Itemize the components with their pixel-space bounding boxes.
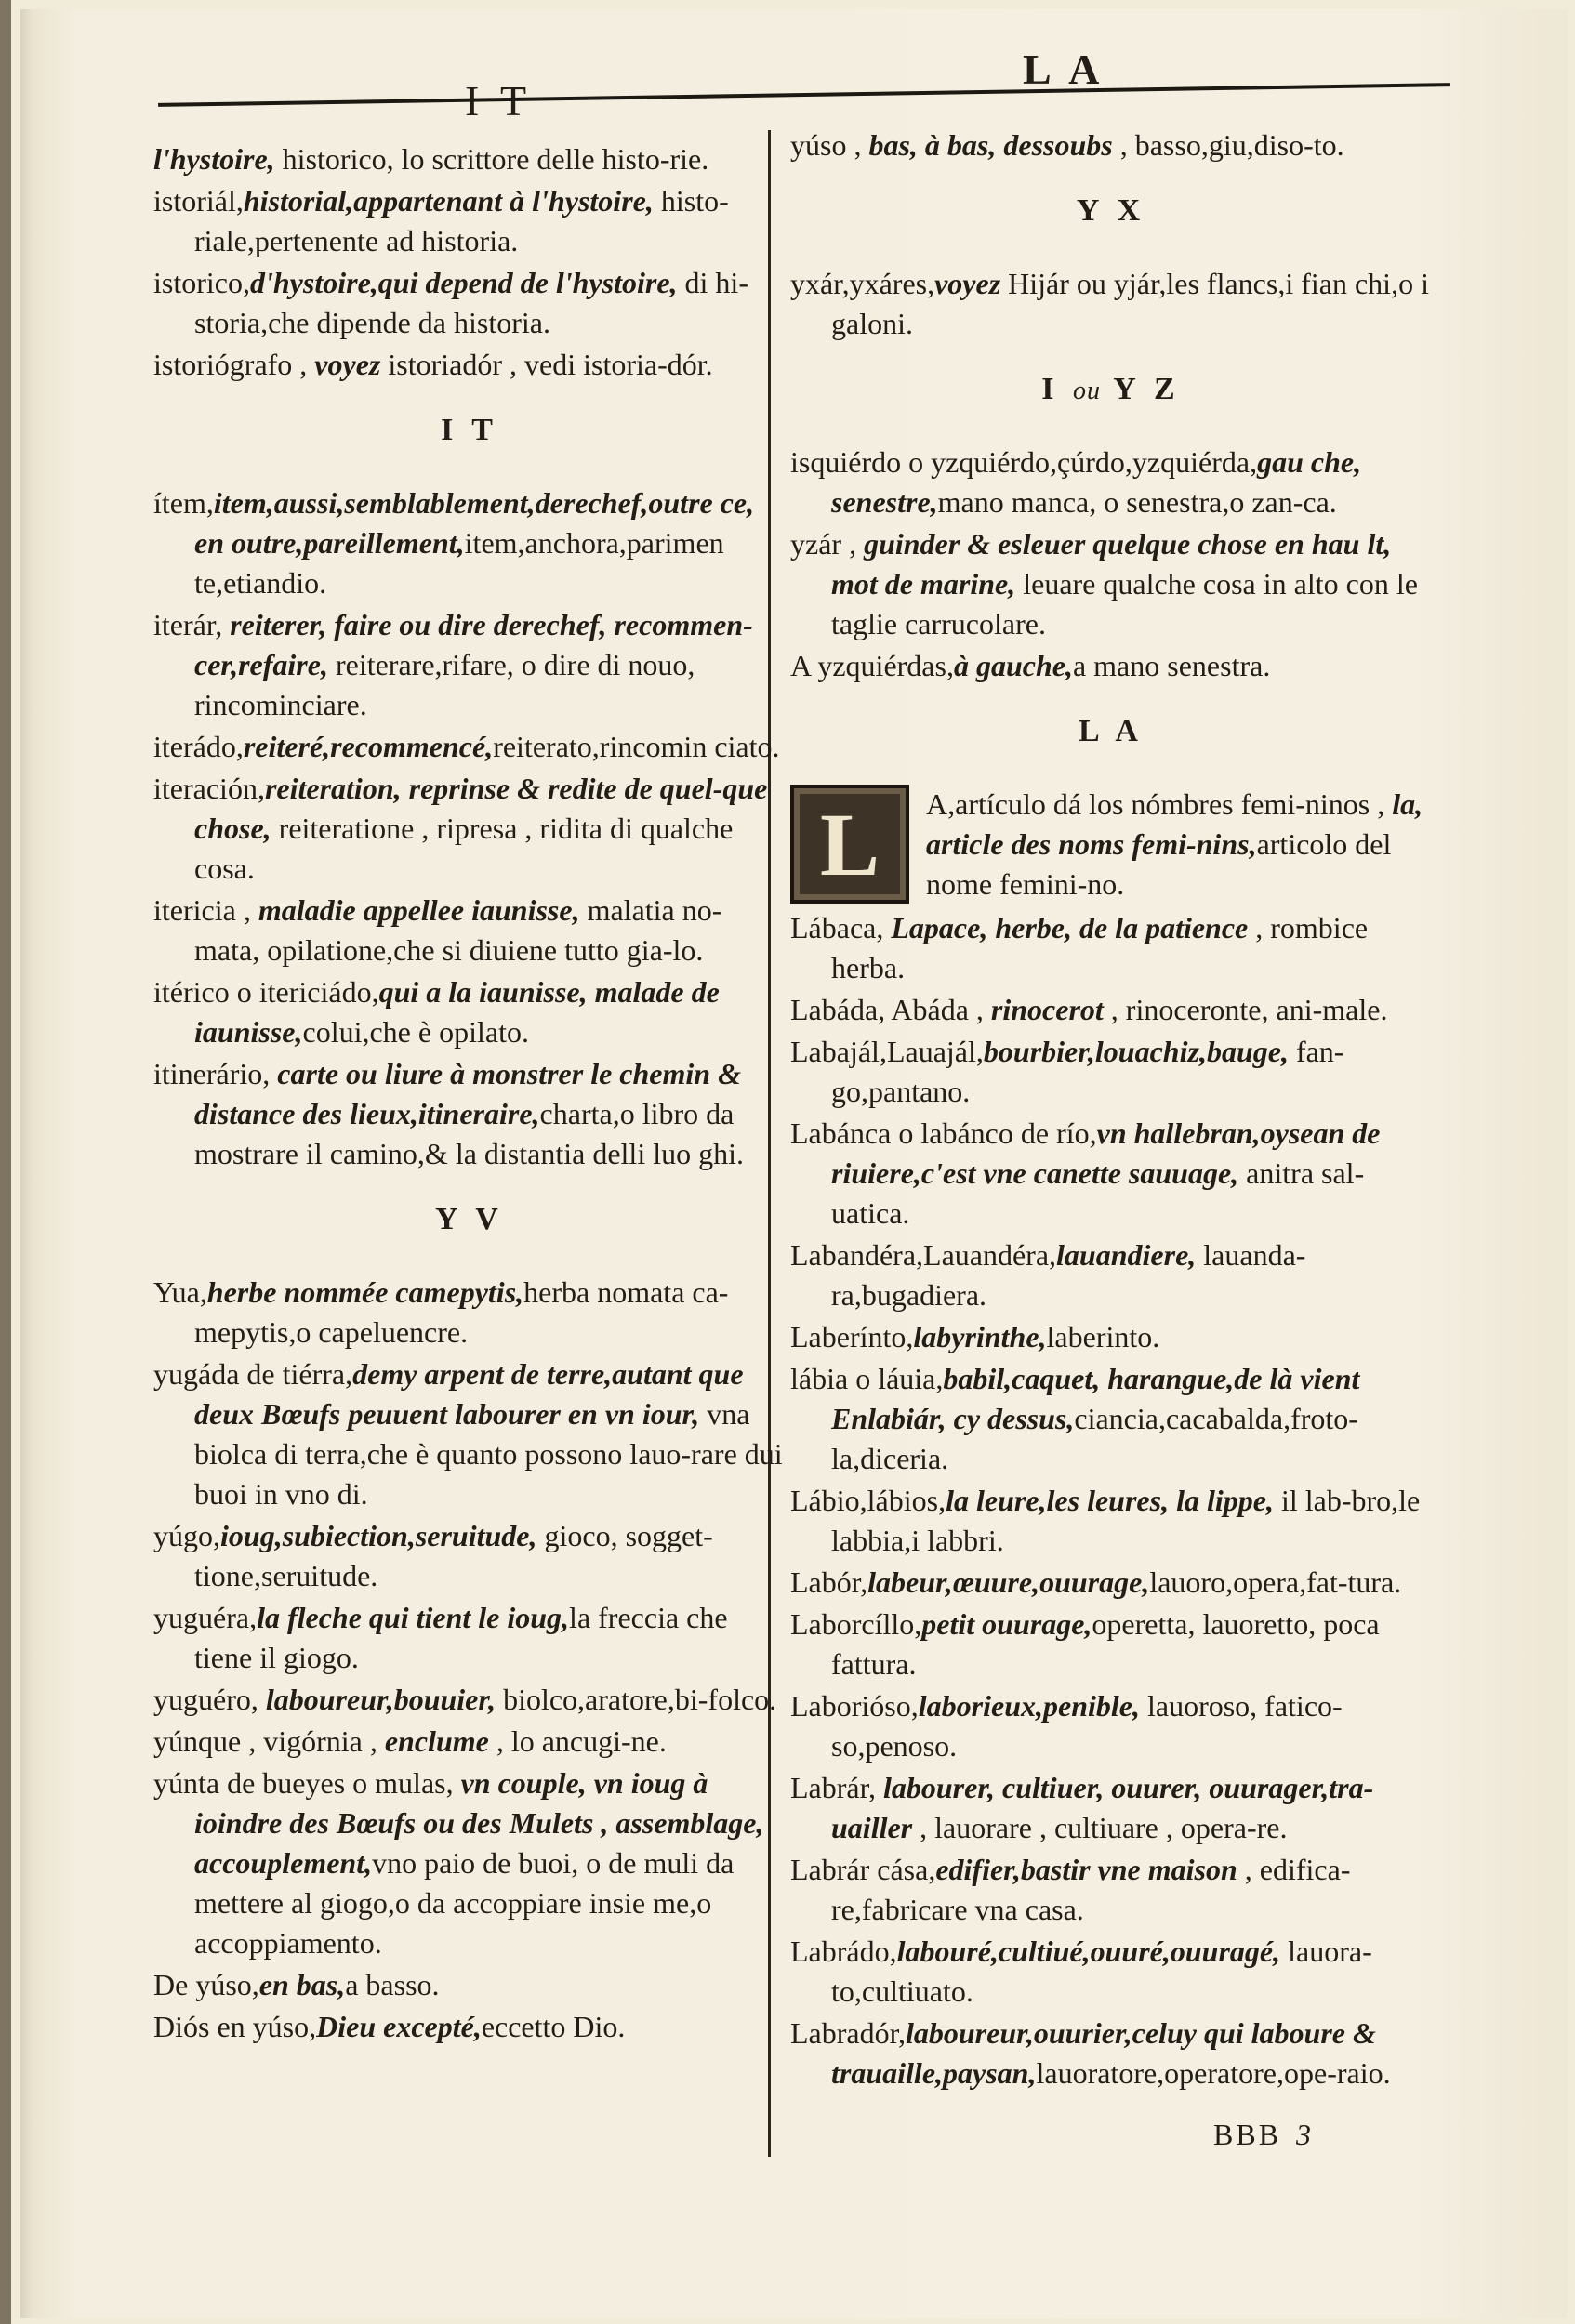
dictionary-entry [153,891,786,971]
entry-french: labourer, cultiuer, ouurer, ouurager,tra-uailler [831,1771,1374,1844]
entry-italian: herba nomata ca-mepytis,o capeluencre. [194,1275,729,1349]
dictionary-entry [790,442,1432,522]
entry-french: lauandiere, [1056,1238,1197,1272]
dictionary-entry [790,1932,1432,2012]
entry-french: voyez [934,267,1001,300]
entry-french: historial,appartenant à l'hystoire, [243,184,654,218]
entry-french: bas, à bas, dessoubs [868,128,1113,162]
entry-french: reiteré,recommencé, [243,730,494,763]
entry-french: reiterer, faire ou dire derechef, recommen-cer,refaire, [194,608,753,681]
entry-french: reiteration, reprinse & redite de quel-que chose, [194,772,768,845]
dictionary-entry [153,1722,786,1762]
book-spine [0,0,11,2324]
right-column [790,125,1432,2095]
entry-spanish: Labrádo, [790,1934,897,1968]
entry-italian: leuare qualche cosa in alto con le taglie carrucolare. [831,567,1418,640]
entry-italian: anitra sal-uatica. [831,1156,1365,1230]
dictionary-entry [790,524,1432,644]
dictionary-entry [153,972,786,1052]
entry-french: labouré,cultiué,ouuré,ouuragé, [896,1934,1281,1968]
entry-italian: histo-riale,pertenente ad historia. [194,184,729,257]
signature-letters: BBB [1213,2118,1282,2151]
entry-french: enclume [384,1724,489,1758]
entry-french: carte ou liure à monstrer le chemin & distance des lieux,itineraire, [194,1057,741,1130]
entry-spanish: A,artículo dá los nómbres femi-ninos , [926,787,1393,821]
entry-italian: vno paio de buoi, o de muli da mettere al giogo,o da accoppiare insie me,o accoppiamento. [194,1846,735,1960]
dictionary-entry [790,1235,1432,1315]
decorated-initial-letter: L [790,785,909,904]
left-block-1 [153,139,786,385]
entry-spanish: yuguéro, [153,1683,266,1716]
entry-spanish: Lábio,lábios, [790,1484,946,1517]
dictionary-entry [790,1850,1432,1930]
entry-italian: historico, lo scrittore delle histo-rie. [274,142,709,176]
entry-italian: , rombice herba. [831,911,1369,984]
entry-spanish: Labáda, Abáda , [790,993,991,1026]
entry-italian: la freccia che tiene il giogo. [194,1601,728,1674]
entry-spanish: Diós en yúso, [153,2010,317,2043]
dictionary-entry [790,2014,1432,2093]
entry-italian: istoriadór , vedi istoria-dór. [380,348,713,381]
entry-spanish: yxár,yxáres, [790,267,935,300]
entry-spanish: itericia , [153,893,258,927]
entry-italian: operetta, lauoretto, poca fattura. [831,1607,1380,1681]
entry-spanish: ítem, [153,486,214,520]
dictionary-entry [790,908,1432,988]
entry-italian: di hi-storia,che dipende da historia. [194,266,748,339]
entry-spanish: Lábaca, [790,911,892,944]
entry-french: ioug,subiection,seruitude, [220,1519,537,1552]
entry-italian: colui,che è opilato. [302,1015,529,1049]
section-heading-iyz-i: I [1041,372,1060,406]
entry-italian: eccetto Dio. [481,2010,626,2043]
section-heading-yx: Y X [1076,193,1146,228]
entry-french: laboureur,ouurier,celuy qui laboure & trauaille,paysan, [831,2016,1376,2090]
dictionary-entry [790,125,1432,165]
entry-french: l'hystoire, [153,142,275,176]
entry-french: edifier,bastir vne maison [935,1853,1238,1886]
entry-french: Lapace, herbe, de la patience [891,911,1249,944]
entry-italian: lauora-to,cultiuato. [831,1934,1372,2008]
entry-spanish: yugáda de tiérra, [153,1357,353,1391]
entry-french: qui a la iaunisse, malade de iaunisse, [194,975,720,1049]
entry-italian: biolco,aratore,bi-folco. [496,1683,777,1716]
entry-italian: reiteratione , ripresa , ridita di qualche cosa. [194,812,734,885]
entry-italian: lauoroso, fatico-so,penoso. [831,1689,1343,1763]
entry-spanish: lábia o láuia, [790,1362,944,1395]
dictionary-entry [790,1686,1432,1766]
left-block-2 [153,483,786,1174]
entry-french: en bas, [258,1968,346,2001]
dictionary-entry [790,990,1432,1030]
dictionary-entry [790,1604,1432,1684]
dictionary-entry [153,1516,786,1596]
entry-french: vn couple, vn ioug à ioindre des Bœufs ou des Mulets , assemblage, accouplement, [194,1766,764,1880]
entry-spanish: yúnta de bueyes o mulas, [153,1766,461,1800]
entry-italian: , lauorare , cultiuare , opera-re. [912,1811,1288,1844]
dictionary-entry [153,727,786,767]
entry-spanish: Labrár, [790,1771,883,1804]
entry-spanish: Yua, [153,1275,207,1309]
entry-french: la fleche qui tient le ioug, [257,1601,570,1634]
entry-italian: lauanda-ra,bugadiera. [831,1238,1306,1312]
entry-spanish: itérico o itericiádo, [153,975,379,1009]
entry-french: demy arpent de terre,autant que deux Bœufs peuuent labourer en vn iour, [194,1357,744,1431]
entry-french: bourbier,louachiz,bauge, [983,1035,1289,1068]
dictionary-entry [790,1032,1432,1112]
entry-italian: , rinoceronte, ani-male. [1103,993,1388,1026]
section-heading-it: I T [441,413,498,447]
entry-french: maladie appellee iaunisse, [258,893,580,927]
entry-italian: fan-go,pantano. [831,1035,1344,1108]
entry-italian: charta,o libro da mostrare il camino,& la distantia delli luo ghi. [194,1097,744,1170]
entry-french: d'hystoire,qui depend de l'hystoire, [249,266,678,299]
entry-italian: malatia no-mata, opilatione,che si diuiene tutto gia-lo. [194,893,722,967]
dropcap-entry-text [926,785,1432,905]
entry-french: laborieux,penible, [918,1689,1140,1723]
section-heading-la: L A [1079,714,1144,748]
entry-spanish: Labradór, [790,2016,906,2050]
dictionary-entry [153,139,786,179]
section-heading-iyz-ou: ou [1073,376,1101,405]
entry-french: vn hallebran,oysean de riuiere,c'est vne canette sauuage, [831,1116,1381,1190]
entry-spanish: iteración, [153,772,265,805]
entry-french: laboureur,bouuier, [265,1683,496,1716]
entry-spanish: isquiérdo o yzquiérdo,çúrdo,yzquiérda, [790,445,1258,479]
dictionary-entry [790,1359,1432,1479]
entry-spanish: Labánca o labánco de río, [790,1116,1097,1150]
dictionary-entry [790,1563,1432,1603]
entry-spanish: A yzquiérdas, [790,649,954,682]
entry-italian: a mano senestra. [1072,649,1271,682]
dictionary-entry [153,1054,786,1174]
entry-italian: mano manca, o senestra,o zan-ca. [937,485,1337,519]
dictionary-entry [153,483,786,603]
entry-french: à gauche, [953,649,1073,682]
entry-french: guinder & esleuer quelque chose en hau lt, mot de marine, [831,527,1392,601]
entry-italian: a basso. [345,1968,440,2001]
entry-spanish: Labór, [790,1565,868,1599]
entry-italian: gioco, sogget-tione,seruitude. [194,1519,713,1592]
entry-italian: lauoratore,operatore,ope-raio. [1036,2056,1391,2090]
dictionary-entry [153,263,786,343]
dictionary-entry [790,1317,1432,1357]
dictionary-entry [153,345,786,385]
entry-spanish: yúso , [790,128,869,162]
entry-italian: il lab-bro,le labbia,i labbri. [831,1484,1421,1557]
dictionary-entry [153,181,786,261]
entry-italian: Hijár ou yjár,les flancs,i fian chi,o i galoni. [831,267,1429,340]
signature-mark [1213,2118,1314,2152]
entry-italian: , lo ancugi-ne. [488,1724,667,1758]
entry-spanish: iterár, [153,608,231,641]
left-block-3 [153,1273,786,2047]
entry-spanish: Laborcíllo, [790,1607,922,1641]
entry-spanish: De yúso, [153,1968,259,2001]
entry-french: labyrinthe, [913,1320,1047,1353]
entry-french: la, article des noms femi-nins, [926,787,1423,861]
entry-french: labeur,œuure,ouurage, [867,1565,1150,1599]
entry-spanish: istorico, [153,266,250,299]
entry-italian: lauoro,opera,fat-tura. [1149,1565,1402,1599]
entry-italian: , edifica-re,fabricare vna casa. [831,1853,1351,1926]
dictionary-entry [790,646,1432,686]
dictionary-entry [153,1354,786,1514]
entry-spanish: istoriógrafo , [153,348,315,381]
right-block-4 [790,908,1432,2093]
entry-spanish: yuguéra, [153,1601,258,1634]
entry-italian: ciancia,cacabalda,froto-la,diceria. [831,1402,1358,1475]
entry-french: herbe nommée camepytis, [206,1275,524,1309]
right-block-3 [790,442,1432,686]
entry-spanish: istoriál, [153,184,244,218]
dictionary-entry [153,2007,786,2047]
dictionary-entry [790,1114,1432,1234]
entry-spanish: yúnque , vigórnia , [153,1724,385,1758]
entry-spanish: yzár , [790,527,865,561]
section-heading-iyz [790,372,1432,407]
entry-french: Dieu excepté, [316,2010,482,2043]
section-heading-yv: Y V [435,1202,504,1236]
entry-french: la leure,les leures, la lippe, [946,1484,1274,1517]
running-head-right: L A [1023,46,1105,93]
section-heading-iyz-yz: Y Z [1113,372,1181,406]
dictionary-entry [790,1768,1432,1848]
right-block-2 [790,264,1432,344]
entry-spanish: Laborióso, [790,1689,919,1723]
dictionary-entry [153,1273,786,1353]
entry-italian: item,anchora,parimen te,etiandio. [194,526,724,600]
entry-french: item,aussi,semblablement,derechef,outre ce, en outre,pareillement, [194,486,755,560]
entry-italian: articolo del nome femini-no. [926,827,1392,901]
entry-italian: reiterare,rifare, o dire di nouo, rincominciare. [194,648,695,721]
entry-italian: vna biolca di terra,che è quanto possono lauo-rare dui buoi in vno di. [194,1397,783,1511]
dictionary-entry [153,769,786,889]
entry-french: gau che, senestre, [831,445,1362,519]
left-column [153,139,786,2049]
dictionary-entry [790,264,1432,344]
dictionary-entry [153,1965,786,2005]
entry-spanish: itinerário, [153,1057,278,1090]
entry-spanish: Labajál,Lauajál, [790,1035,984,1068]
dictionary-entry [153,1598,786,1678]
dictionary-entry [790,1481,1432,1561]
entry-french: babil,caquet, harangue,de là vient Enlabiár, cy dessus, [831,1362,1360,1435]
entry-italian: , basso,giu,diso-to. [1112,128,1344,162]
entry-spanish: Labrár cása, [790,1853,936,1886]
dropcap-entry [790,785,1432,905]
entry-italian: laberinto. [1046,1320,1160,1353]
entry-italian: reiterato,rincomin ciato. [493,730,780,763]
right-block-1 [790,125,1432,165]
signature-number: 3 [1296,2118,1315,2151]
dictionary-entry [153,1680,786,1720]
entry-french: voyez [314,348,381,381]
entry-french: petit ouurage, [921,1607,1092,1641]
entry-spanish: iterádo, [153,730,244,763]
entry-spanish: Labandéra,Lauandéra, [790,1238,1057,1272]
entry-french: rinocerot [990,993,1104,1026]
entry-spanish: Laberínto, [790,1320,914,1353]
entry-spanish: yúgo, [153,1519,220,1552]
dictionary-entry [153,1763,786,1963]
dictionary-entry [153,605,786,725]
